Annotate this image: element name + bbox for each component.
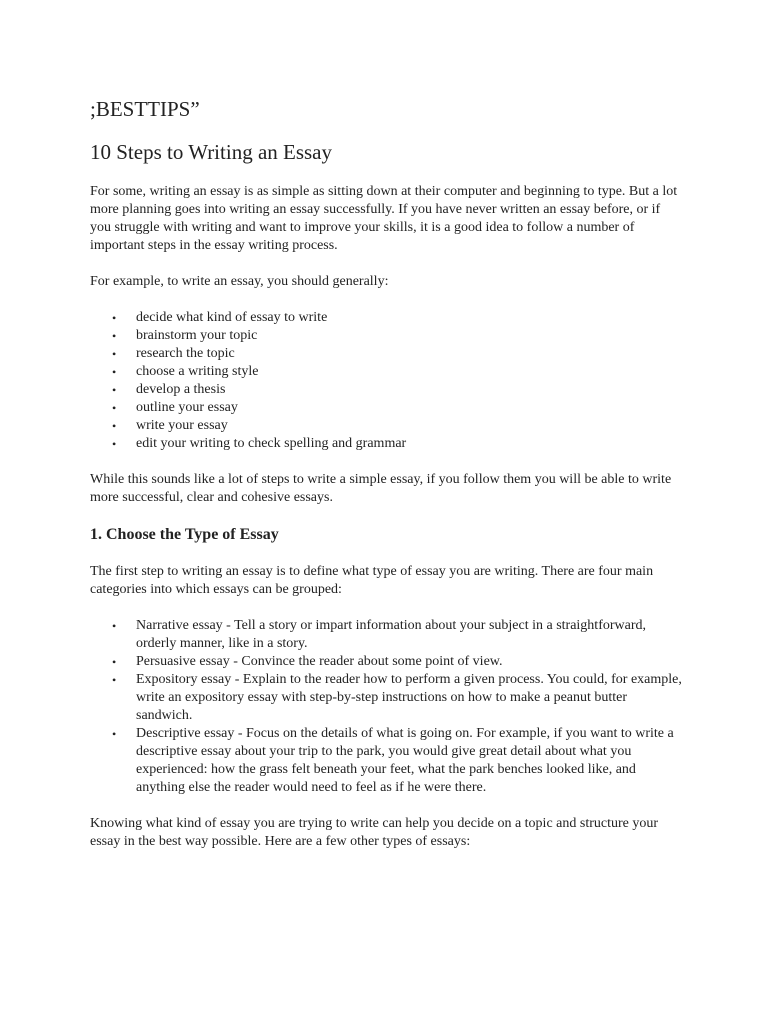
bullet-icon: • — [112, 619, 117, 633]
list-item — [90, 617, 682, 653]
steps-list — [90, 309, 682, 453]
bullet-icon: • — [112, 347, 117, 361]
section-heading: 1. Choose the Type of Essay — [90, 526, 279, 543]
brand-heading: ;BESTTIPS” — [90, 97, 200, 121]
list-item — [90, 345, 682, 363]
page-title: 10 Steps to Writing an Essay — [90, 140, 333, 164]
list-item — [90, 363, 682, 381]
list-item-text: edit your writing to check spelling and grammar — [136, 436, 407, 451]
bullet-icon: • — [112, 383, 117, 397]
bullet-icon: • — [112, 365, 117, 379]
list-item-text: write your essay — [136, 418, 228, 433]
bullet-icon: • — [112, 673, 117, 687]
bullet-icon: • — [112, 401, 117, 415]
list-item — [90, 725, 682, 797]
list-item-text: develop a thesis — [136, 382, 226, 397]
list-item — [90, 435, 682, 453]
list-item — [90, 381, 682, 399]
list-item-text: outline your essay — [136, 400, 238, 415]
intro-paragraph: For some, writing an essay is as simple as sitting down at their computer and beginning to type. But a lot more planning goes into writing an essay successfully. If you have never written an essay before, or if you struggle with writing and want to improve your skills, it is a good idea to follow a number of important steps in the essay writing process. — [90, 184, 678, 253]
bullet-icon: • — [112, 727, 117, 741]
list-item — [90, 327, 682, 345]
list-item — [90, 671, 682, 725]
bullet-icon: • — [112, 655, 117, 669]
list-item — [90, 309, 682, 327]
list-item-text: research the topic — [136, 346, 235, 361]
bullet-icon: • — [112, 437, 117, 451]
list-item — [90, 653, 682, 671]
essay-types-list — [90, 617, 682, 797]
list-item-text: brainstorm your topic — [136, 328, 258, 343]
section-intro-paragraph: The first step to writing an essay is to define what type of essay you are writing. There are four main categories into which essays can be grouped: — [90, 564, 654, 597]
list-item-text: Persuasive essay - Convince the reader about some point of view. — [136, 654, 503, 669]
list-item-text: Narrative essay - Tell a story or impart information about your subject in a straightforward, orderly manner, like in a story. — [136, 618, 647, 651]
list-item-text: Descriptive essay - Focus on the details of what is going on. For example, if you want to write a descriptive essay about your trip to the park, you would give great detail about what you experienced: how the grass felt beneath your feet, what the park benches looked like, and anything else the reader would need to feel as if he were there. — [136, 726, 674, 795]
steps-lead-paragraph: For example, to write an essay, you should generally: — [90, 274, 389, 289]
bullet-icon: • — [112, 311, 117, 325]
bullet-icon: • — [112, 329, 117, 343]
list-item-text: decide what kind of essay to write — [136, 310, 328, 325]
bullet-icon: • — [112, 419, 117, 433]
closing-paragraph: Knowing what kind of essay you are trying to write can help you decide on a topic and structure your essay in the best way possible. Here are a few other types of essays: — [90, 816, 659, 849]
list-item — [90, 399, 682, 417]
list-item-text: Expository essay - Explain to the reader how to perform a given process. You could, for example, write an expository essay with step-by-step instructions on how to make a peanut butter sandwich. — [136, 672, 682, 723]
list-item-text: choose a writing style — [136, 364, 259, 379]
summary-paragraph: While this sounds like a lot of steps to write a simple essay, if you follow them you will be able to write more successful, clear and cohesive essays. — [90, 472, 672, 505]
list-item — [90, 417, 682, 435]
document-page — [90, 96, 682, 869]
